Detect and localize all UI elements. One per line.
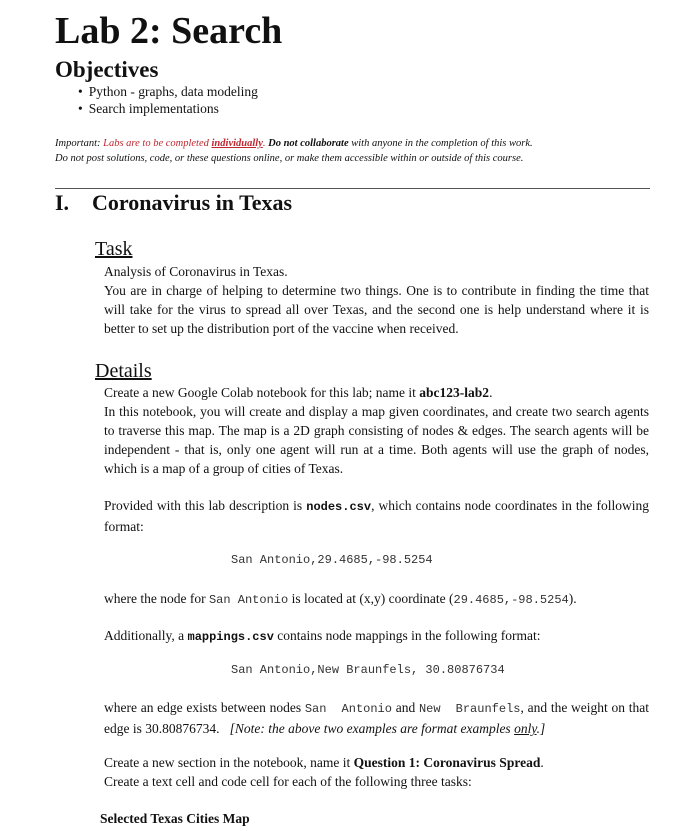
details-paragraph: In this notebook, you will create and display a map given coordinates, and create two search agents to traverse this map. The map is a 2D graph consisting of nodes & edges. The search agents will be independent - that is, only one agent will run at a time. Both agents will use the graph of nodes, which is a map of a group of cities of Texas. [104, 404, 649, 476]
page-title: Lab 2: Search [55, 10, 283, 52]
section-name: Question 1: Coronavirus Spread [353, 755, 541, 770]
edge-city1: San Antonio [304, 702, 392, 716]
list-item: • Search implementations [78, 100, 258, 117]
selected-cities-heading: Selected Texas Cities Map [100, 811, 250, 826]
where-prefix: where the node for [104, 591, 209, 606]
note-close: .] [536, 721, 546, 736]
edge-paragraph [104, 698, 653, 738]
node-format-example: San Antonio,29.4685,-98.5254 [231, 553, 433, 567]
notice-labs-phrase: Labs are to be completed [103, 138, 212, 149]
details-create-line [104, 383, 649, 402]
mapping-format-example: San Antonio,New Braunfels, 30.80876734 [231, 663, 505, 677]
edge-prefix: where an edge exists between nodes [104, 700, 305, 715]
task-body [104, 262, 649, 338]
where-paragraph [104, 589, 649, 610]
details-create-suffix: . [489, 385, 493, 400]
objectives-heading: Objectives [55, 57, 159, 82]
note-open: [Note: the above two examples are format examples [229, 721, 515, 736]
notice-period: . [262, 138, 266, 149]
where-mid: is located at (x,y) coordinate ( [288, 591, 454, 606]
details-create-prefix: Create a new Google Colab notebook for this lab; name it [104, 385, 420, 400]
notice-do-not-collaborate: Do not collaborate [265, 138, 349, 149]
text-cell-instruction: Create a text cell and code cell for each of the following three tasks: [104, 774, 472, 789]
nodes-file: nodes.csv [306, 500, 372, 514]
edge-city2: New Braunfels [418, 702, 521, 716]
task-paragraph: You are in charge of helping to determine two things. One is to contribute in finding the time that will take for the virus to spread all over Texas, and the second one is help understand where it is better to set up the distribution port of the vaccine when received. [104, 283, 649, 336]
additionally-prefix: Additionally, a [104, 628, 188, 643]
notice-individually: individually [211, 138, 263, 149]
where-coord: 29.4685,-98.5254 [453, 593, 569, 607]
where-suffix: ). [568, 591, 577, 606]
section-prefix: Create a new section in the notebook, name it [104, 755, 354, 770]
provided-paragraph [104, 496, 649, 536]
provided-prefix: Provided with this lab description is [104, 498, 307, 513]
list-item: • Python - graphs, data modeling [78, 83, 258, 100]
objectives-list [78, 83, 258, 117]
details-intro [104, 383, 649, 478]
task-heading: Task [95, 238, 133, 260]
mappings-file: mappings.csv [187, 630, 274, 644]
section-suffix: . [540, 755, 544, 770]
where-city: San Antonio [208, 593, 289, 607]
notice-line2: Do not post solutions, code, or these questions online, or make them accessible within or outside of this course. [55, 153, 524, 164]
additionally-paragraph [104, 626, 649, 647]
provided-suffix: , which contains node coordinates in the following format: [104, 498, 649, 534]
additionally-suffix: contains node mappings in the following format: [273, 628, 541, 643]
section-heading [55, 188, 292, 218]
academic-integrity-notice [55, 136, 655, 166]
section-number: I. [55, 190, 70, 215]
task-line: Analysis of Coronavirus in Texas. [104, 264, 288, 279]
section-instructions [104, 753, 649, 791]
notebook-name: abc123-lab2 [419, 385, 490, 400]
note-only: only [514, 721, 537, 736]
details-heading: Details [95, 360, 152, 382]
edge-mid: , and the weight on that edge is 30.80876734. [104, 700, 653, 736]
section-title: Coronavirus in Texas [92, 190, 293, 215]
notice-rest: with anyone in the completion of this work. [348, 138, 533, 149]
edge-and: and [391, 700, 419, 715]
notice-important: Important: [55, 138, 104, 149]
